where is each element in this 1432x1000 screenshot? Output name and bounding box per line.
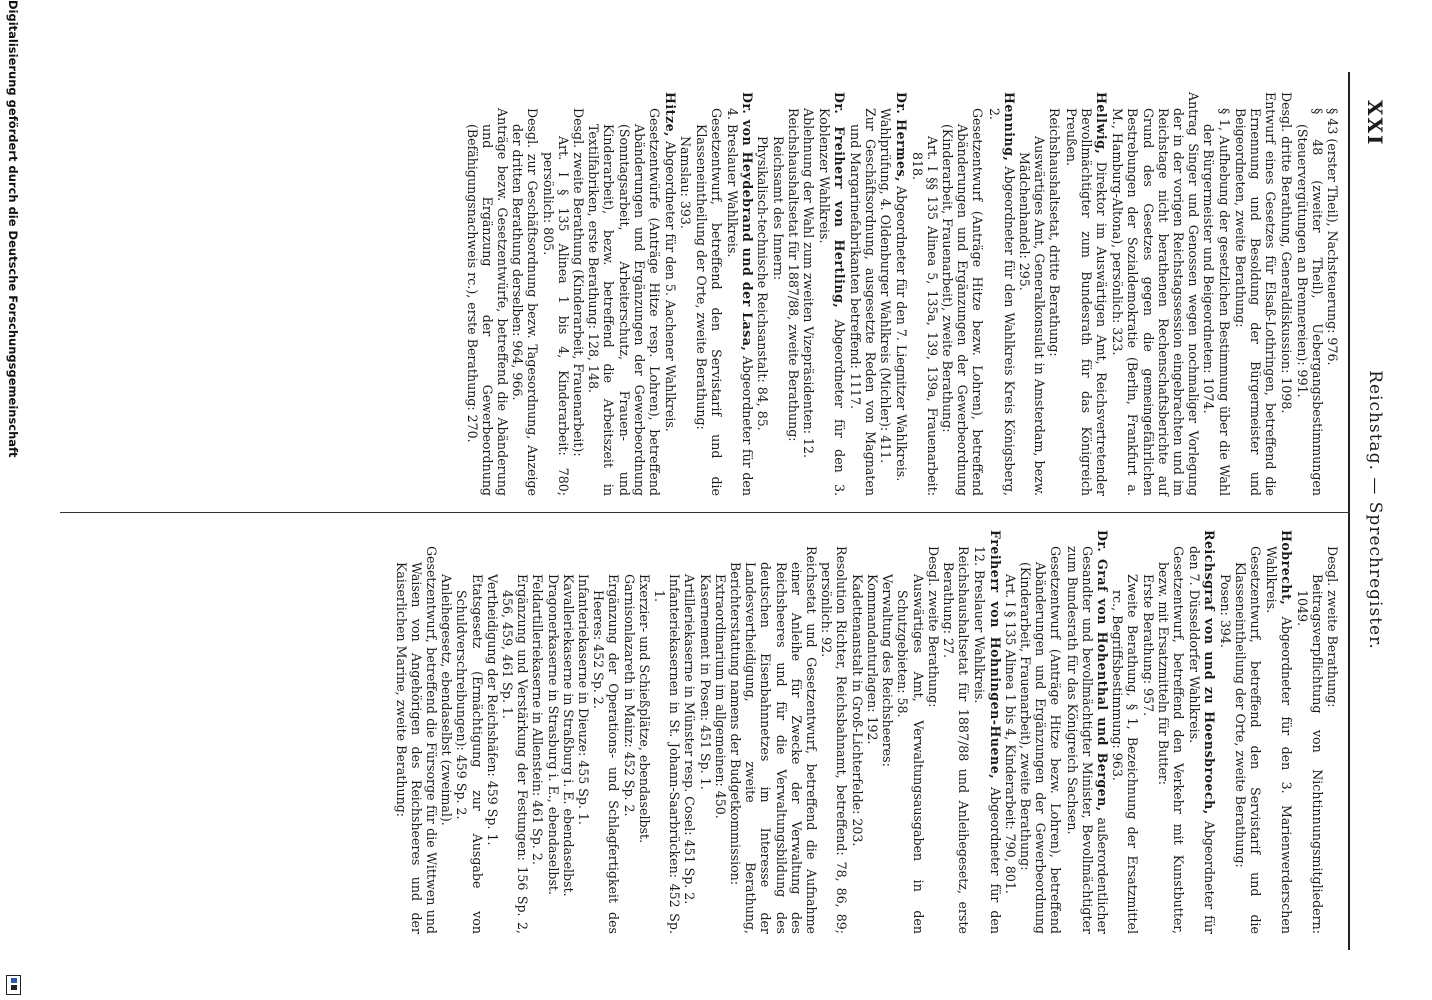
- register-subentry: [801, 92, 816, 496]
- register-subentry: [697, 530, 712, 934]
- entry-text: Abgeordneter für den 4. Breslauer Wahlkreis.: [725, 108, 756, 496]
- entry-text: Direktor im Auswärtigen Amt, Reichsvertretender Bevollmächtigter zum Bundesrath für das Königreich Preußen.: [1063, 108, 1109, 496]
- register-subentry: [530, 530, 545, 934]
- register-entry: [986, 92, 1016, 496]
- speaker-name: Henning,: [1001, 92, 1017, 162]
- left-column: [464, 92, 1340, 496]
- entry-text: § 48 (zweiter Theil), Uebergangsbestimmungen (Steuervergütungen an Brennereien): 991.: [1294, 108, 1325, 496]
- entry-text: Abgeordneter für den 3. Marienwerderschen Wahlkreis.: [1264, 546, 1295, 934]
- register-subentry: [586, 92, 662, 496]
- register-subentry: [895, 530, 925, 934]
- register-subentry: [713, 530, 728, 934]
- register-subentry: [621, 530, 636, 934]
- entry-text: Exerzier- und Schießplätze, ebendaselbst.: [636, 574, 652, 844]
- speaker-name: Dr. Hermes,: [894, 92, 910, 183]
- entry-text: Vertheidigung der Reichshäfen: 459 Sp. 1.: [484, 574, 500, 846]
- register-subentry: [728, 530, 819, 934]
- register-subentry: [637, 530, 652, 934]
- speaker-name: Dr. Graf von Hohenthal und Bergen,: [1094, 530, 1110, 812]
- entry-text: Desgl. dritte Berathung, Generaldiskussion: 1098.: [1279, 92, 1295, 414]
- entry-text: Posen: 394.: [1217, 574, 1233, 648]
- register-subentry: [1201, 92, 1231, 496]
- register-subentry: [540, 92, 570, 496]
- register-subentry: [1018, 530, 1064, 934]
- register-subentry: [1017, 92, 1047, 496]
- register-subentry: [1047, 92, 1062, 496]
- register-subentry: [755, 92, 770, 496]
- register-subentry: [878, 92, 893, 496]
- entry-text: Infanteriekasernen in St. Johann-Saarbrücken: 452 Sp. 1.: [652, 574, 683, 934]
- register-subentry: [510, 92, 540, 496]
- entry-text: Desgl. zur Geschäftsordnung bezw. Tagesordnung, Anzeige der dritten Berathung derselben: 964, 966.: [510, 108, 541, 496]
- entry-text: Abgeordneter für den 7. Liegnitzer Wahlkreis.: [894, 182, 910, 482]
- register-entry: [972, 530, 1002, 934]
- register-subentry: [652, 530, 682, 934]
- page-number: XXI: [1363, 100, 1387, 147]
- entry-text: Abgeordneter für den Wahlkreis Kreis Königsberg, 2.: [986, 108, 1017, 496]
- entry-text: § 1, Aufhebung der gesetzlichen Bestimmung über die Wahl der Bürgermeister und Beigeordneten: 1074.: [1201, 108, 1232, 496]
- register-subentry: [1110, 530, 1140, 934]
- entry-text: Beitragsverpflichtung von Nichtinnungsmitgliedern: 1049.: [1294, 574, 1325, 934]
- register-subentry: [561, 530, 576, 934]
- register-entry: [1064, 530, 1110, 934]
- register-subentry: [1217, 530, 1232, 934]
- speaker-name: Hitze,: [663, 92, 679, 138]
- speaker-name: Hobrecht,: [1279, 530, 1295, 606]
- page-header: [1357, 100, 1387, 920]
- register-subentry: [678, 92, 693, 496]
- footer-text: Digitalisierung gefördert durch die Deutsche Forschungsgemeinschaft: [6, 0, 20, 458]
- register-subentry: [1140, 530, 1155, 934]
- entry-text: Entwurf eines Gesetzes für Elsaß-Lothringen, betreffend die Ernennung und Besoldung der Bürgermeister und Beigeordneten, zweite Berathung:: [1232, 92, 1279, 496]
- register-subentry: [571, 92, 586, 496]
- entry-text: Anleihegesetz, ebendaselbst (zweimal).: [439, 574, 455, 826]
- entry-text: Gesetzentwurf, betreffend den Verkehr mit Kunstbutter, bezw. mit Ersatzmitteln für Butter:: [1155, 546, 1186, 934]
- entry-text: Abgeordneter für den 3. Koblenzer Wahlkreis.: [817, 108, 848, 496]
- entry-text: Gesetzentwurf (Anträge Hitze bezw. Lohren), betreffend Abänderungen und Ergänzungen der Gewerbeordnung (Kinderarbeit, Frauenarbeit), zweite Berathung:: [1017, 546, 1064, 934]
- header-rule: [1348, 72, 1350, 950]
- entry-text: Art. I §§ 135 Alinea 5, 135a, 139, 139a, Frauenarbeit: 818.: [909, 136, 940, 496]
- register-subentry: [865, 530, 880, 934]
- entry-text: Zweite Berathung, § 1, Bezeichnung der Ersatzmittel rc., Begriffsbestimmung: 963.: [1110, 574, 1141, 934]
- entry-text: Art. I § 135 Alinea 1 bis 4, Kinderarbeit: 780; persönlich: 805.: [540, 136, 571, 496]
- register-subentry: [464, 92, 510, 496]
- digitization-footer: [2, 0, 22, 1000]
- entry-text: Erste Berathung: 957.: [1140, 574, 1156, 717]
- register-subentry: [454, 530, 484, 934]
- entry-text: Extraordinarium im allgemeinen: 450.: [712, 574, 728, 819]
- entry-text: Verwaltung des Reichsheeres:: [880, 574, 896, 767]
- register-subentry: [576, 530, 591, 934]
- entry-text: Gesetzentwurf, betreffend den Servistarif und die Klasseneintheilung der Orte, zweite Berathung:: [693, 108, 724, 496]
- speaker-name: Dr. von Heydebrand und der Lasa,: [740, 92, 756, 352]
- register-subentry: [909, 92, 939, 496]
- entry-text: Reichshaushaltsetat, dritte Berathung:: [1047, 108, 1063, 357]
- register-entry: [1264, 530, 1294, 934]
- register-entry: [1279, 92, 1294, 496]
- entry-text: Kasernement in Posen: 451 Sp. 1.: [697, 574, 713, 790]
- entry-text: Reichshaushaltsetat für 1887/88, zweite Berathung:: [785, 108, 801, 442]
- entry-text: Zur Geschäftsordnung, ausgesetzte Reden von Magnaten und Margarinefabrikanten betreffend: 1117.: [847, 108, 878, 496]
- entry-text: Abgeordneter für den 5. Aachener Wahlkreis.: [663, 137, 679, 432]
- entry-text: Namslau: 393.: [678, 136, 694, 229]
- register-subentry: [545, 530, 560, 934]
- register-subentry: [880, 530, 895, 934]
- register-subentry: [926, 530, 941, 934]
- register-subentry: [848, 92, 878, 496]
- register-subentry: [1003, 530, 1018, 934]
- register-entry: [663, 92, 678, 496]
- entry-text: Physikalisch-technische Reichsanstalt: 84, 85.: [755, 136, 771, 431]
- register-subentry: [1156, 530, 1186, 934]
- register-entry: [1233, 92, 1279, 496]
- entry-text: Art. I § 135 Alinea 1 bis 4, Kinderarbeit: 790, 801.: [1002, 574, 1018, 894]
- register-subentry: [591, 530, 621, 934]
- register-entry: [1110, 92, 1201, 496]
- entry-text: Kavalleriekaserne in Straßburg i. E. ebendaselbst.: [560, 574, 576, 897]
- entry-text: Garnisonlazareth in Mainz: 452 Sp. 2.: [621, 574, 637, 817]
- speaker-name: Freiherr von Hohningen-Huene,: [987, 530, 1003, 780]
- register-subentry: [819, 530, 849, 934]
- register-subentry: [850, 530, 865, 934]
- entry-text: Gesetzentwürfe (Anträge Hitze resp. Lohren), betreffend Abänderungen und Ergänzungen der Gewerbeordnung (Sonntagsarbeit, Arbeiterschutz, Frauen- und Kinderarbeit), bezw. betreffend die Arbeitszeit in Textilfabriken, erste Berathung: 128, 148.: [586, 108, 663, 496]
- register-subentry: [941, 530, 971, 934]
- register-subentry: [500, 530, 530, 934]
- entry-text: Feldartilleriekaserne in Allenstein: 461 Sp. 2.: [530, 574, 546, 865]
- entry-text: Gesetzentwurf, betreffend den Servistarif und die Klasseneintheilung der Orte, zweite Berathung:: [1232, 546, 1263, 934]
- entry-text: Ergänzung der Operations- und Schlagfertigkeit des Heeres: 452 Sp. 2.: [591, 574, 622, 934]
- entry-text: Desgl. zweite Berathung (Kinderarbeit, Frauenarbeit):: [571, 108, 587, 457]
- register-entry: [725, 92, 755, 496]
- entry-text: Gesetzentwurf, betreffend die Fürsorge für die Wittwen und Waisen von Angehörigen des Reichsheeres und der Kaiserlichen Marine, zweite Berathung:: [393, 546, 440, 934]
- register-subentry: [1325, 530, 1340, 934]
- entry-text: Ergänzung und Verstärkung der Festungen: 156 Sp. 2, 456, 459, 461 Sp. 1.: [500, 574, 531, 934]
- entry-text: außerordentlicher Gesandter und bevollmächtigter Minister, Bevollmächtigter zum Bundesrath für das Königreich Sachsen.: [1064, 546, 1110, 934]
- entry-text: Desgl. zweite Berathung:: [1325, 546, 1340, 708]
- register-subentry: [1233, 530, 1263, 934]
- entry-text: Abgeordneter für den 7. Düsseldorfer Wahlkreis.: [1187, 546, 1218, 935]
- entry-text: Reichsetat und Gesetzentwurf, betreffend die Aufnahme einer Anleihe für Zwecke der Verwaltung des Reichsheeres und für die Verwaltungsbildung des deutschen Eisenbahnnetzes im Interesse der Landesvertheidigung, zweite Berathung, Berichterstattung namens der Budgetkommission:: [728, 546, 820, 934]
- right-column: [393, 530, 1340, 934]
- entry-text: Antrag Singer und Genossen wegen nochmaliger Vorlegung der in der vorigen Reichstagssession eingebrachten und im Reichstage nicht berathenen Rechenschaftsberichte auf Grund des Gesetzes gegen die gemeingefährlichen Bestrebungen der Sozialdemokratie (Berlin, Frankfurt a. M., Hamburg-Altona), persönlich: 323.: [1110, 92, 1202, 496]
- entry-text: Gesetzentwurf (Anträge Hitze bezw. Lohren), betreffend Abänderungen und Ergänzungen der Gewerbeordnung (Kinderarbeit, Frauenarbeit), zweite Berathung:: [939, 108, 986, 496]
- entry-text: Artilleriekaserne in Münster resp. Cosel: 451 Sp. 2.: [682, 574, 698, 905]
- entry-text: Ablehnung der Wahl zum zweiten Vizepräsidenten: 12.: [801, 108, 817, 458]
- register-subentry: [682, 530, 697, 934]
- entry-text: Reichsamt des Innern:: [770, 136, 786, 281]
- speaker-name: Reichsgraf von und zu Hoensbroech,: [1202, 530, 1218, 815]
- register-subentry: [1294, 92, 1324, 496]
- register-subentry: [786, 92, 801, 496]
- entry-text: Etatsgesetz (Ermächtigung zur Ausgabe von Schuldverschreibungen): 459 Sp. 2.: [454, 574, 485, 934]
- register-subentry: [693, 92, 723, 496]
- register-subentry: [1294, 530, 1324, 934]
- entry-text: Auswärtiges Amt, Verwaltungsausgaben in den Schutzgebieten: 58.: [895, 574, 926, 934]
- entry-text: Auswärtiges Amt, Generalkonsulat in Amsterdam, bezw. Mädchenhandel: 295.: [1016, 136, 1048, 496]
- entry-text: Infanteriekaserne in Dieuze: 455 Sp. 1.: [576, 574, 592, 825]
- entry-text: Kadettenanstalt in Groß-Lichterfelde: 203.: [849, 574, 865, 847]
- entry-text: Wahlprüfung, 4. Oldenburger Wahlkreis (Michler): 411.: [878, 108, 894, 464]
- entry-text: Reichshaushaltsetat für 1887/88 und Anleihegesetz, erste Berathung: 27.: [940, 546, 972, 934]
- entry-text: Desgl. zweite Berathung:: [925, 546, 941, 708]
- entry-text: Kommandanturlagen: 192.: [864, 574, 880, 745]
- entry-text: Resolution Richter, Reichsbahnamt, betreffend: 78, 86, 89; persönlich: 92.: [819, 546, 850, 934]
- register-entry: [1063, 92, 1109, 496]
- register-subentry: [393, 530, 439, 934]
- column-divider: [60, 512, 1350, 513]
- register-subentry: [770, 92, 785, 496]
- register-entry: [894, 92, 909, 496]
- register-subentry: [485, 530, 500, 934]
- dfg-logo-icon: [6, 975, 21, 995]
- register-subentry: [439, 530, 454, 934]
- register-subentry: [940, 92, 986, 496]
- register-subentry: [1325, 92, 1340, 496]
- entry-text: § 43 (erster Theil), Nachsteuerung: 976.: [1325, 108, 1340, 366]
- register-entry: [1187, 530, 1217, 934]
- entry-text: Dragonerkaserne in Strasburg i. E., ebendaselbst.: [545, 574, 561, 895]
- entry-text: Anträge bezw. Gesetzentwürfe, betreffend die Abänderung und Ergänzung der Gewerbeordnung (Befähigungsnachweis rc.), erste Berathung: 270.: [464, 108, 511, 496]
- running-title: Reichstag. — Sprechregister.: [1365, 370, 1385, 650]
- speaker-name: Dr. Freiherr von Hertling,: [832, 92, 848, 309]
- register-entry: [817, 92, 847, 496]
- speaker-name: Hellwig,: [1093, 92, 1109, 155]
- entry-text: Abgeordneter für den 12. Breslauer Wahlkreis.: [972, 546, 1003, 934]
